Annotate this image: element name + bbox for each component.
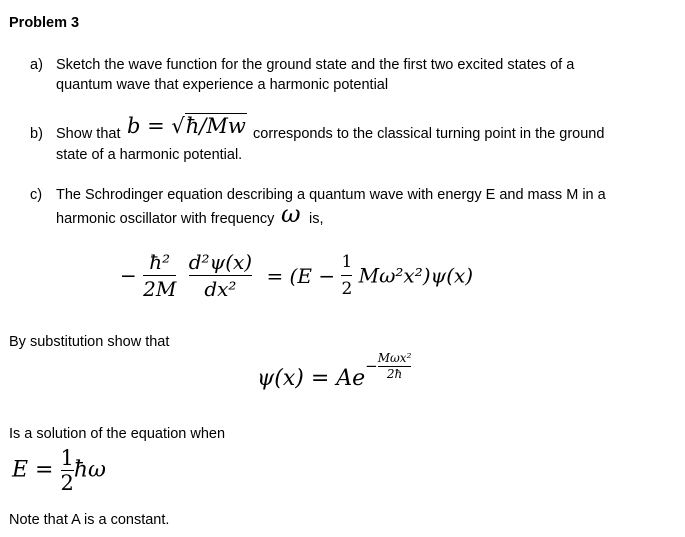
eq-frac2-den: dx²	[204, 277, 237, 301]
eq-half-den: 2	[341, 279, 353, 299]
eq-half-num: 1	[341, 252, 353, 272]
turning-point-formula	[127, 113, 247, 139]
part-c-line2-post: is,	[309, 211, 324, 227]
energy-half-num: 1	[60, 446, 74, 470]
formula-b-lhs: b =	[127, 114, 172, 138]
note-text: Note that A is a constant.	[9, 512, 170, 528]
problem-title: Problem 3	[9, 15, 80, 31]
eq-minus: −	[120, 263, 137, 288]
exp-sign: −	[365, 357, 378, 375]
eq-frac2-bar	[189, 275, 252, 276]
eq-frac1-num: ħ²	[149, 250, 171, 274]
part-c-label: c)	[30, 187, 43, 203]
sqrt-symbol: √	[171, 114, 185, 138]
part-a-line1: Sketch the wave function for the ground state and the first two excited states of a	[56, 57, 575, 73]
part-b-post: corresponds to the classical turning point in the ground	[253, 126, 605, 142]
part-c-line2-pre: harmonic oscillator with frequency	[56, 211, 275, 227]
exp-frac	[378, 352, 412, 381]
eq-frac2-num: d²ψ(x)	[188, 250, 253, 274]
eq-rhs-pre: = (E −	[266, 263, 336, 288]
eq-rhs-post: Mω²x²)ψ(x)	[358, 263, 474, 288]
psi-lhs: ψ(x) = Ae	[257, 366, 366, 391]
omega-symbol: ω	[281, 200, 301, 228]
part-c-line1: The Schrodinger equation describing a quantum wave with energy E and mass M in a	[56, 187, 606, 203]
psi-solution	[257, 351, 412, 395]
exp-den: 2ħ	[386, 367, 403, 381]
sqrt-body: ħ/Mw	[185, 114, 246, 138]
part-b-line2: state of a harmonic potential.	[56, 147, 243, 163]
E-lhs: E =	[12, 457, 54, 483]
solution-when-text: Is a solution of the equation when	[9, 426, 226, 442]
eq-half-bar	[341, 275, 352, 276]
energy-half-den: 2	[60, 471, 74, 495]
exp-num: Mωx²	[377, 351, 412, 365]
eq-frac1-bar	[143, 275, 176, 276]
part-b-label: b)	[30, 126, 43, 142]
schrodinger-equation	[120, 250, 473, 301]
substitution-text: By substitution show that	[9, 334, 170, 350]
psi-exponent	[365, 352, 411, 381]
eq-frac1-den: 2M	[143, 277, 177, 301]
part-a-label: a)	[30, 57, 43, 73]
eq-frac-hbar	[143, 250, 176, 301]
E-rhs: ħω	[73, 457, 106, 483]
eq-half	[341, 250, 352, 301]
eq-frac-deriv	[189, 250, 252, 301]
part-a-line2: quantum wave that experience a harmonic potential	[56, 77, 389, 93]
energy-half	[61, 447, 74, 494]
energy-formula	[12, 447, 106, 494]
part-b-pre: Show that	[56, 126, 121, 142]
